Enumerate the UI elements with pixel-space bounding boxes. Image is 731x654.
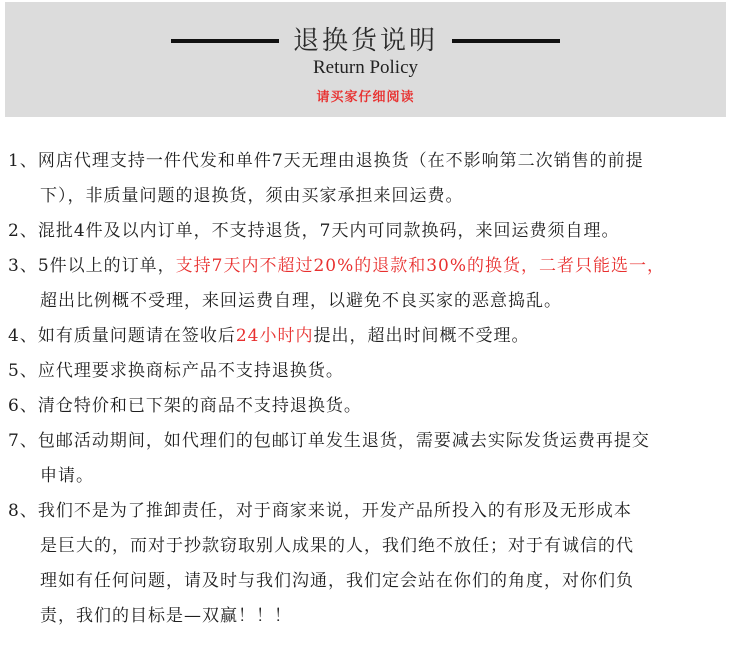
policy-text-continued: 理如有任何问题，请及时与我们沟通，我们定会站在你们的角度，对你们负 <box>40 571 634 591</box>
left-divider-line <box>171 39 279 43</box>
policy-text: 7、包邮活动期间，如代理们的包邮订单发生退货，需要减去实际发货运费再提交 <box>8 431 650 451</box>
policy-highlight: 24小时内 <box>235 326 314 346</box>
right-divider-line <box>452 39 560 43</box>
policy-item-7 <box>8 424 726 494</box>
return-policy-header <box>5 2 726 117</box>
policy-text-suffix: 提出，超出时间概不受理。 <box>313 326 530 346</box>
page-title-english: Return Policy <box>312 57 419 78</box>
policy-item-1 <box>8 144 726 214</box>
policy-item-4 <box>8 319 726 354</box>
policy-item-6 <box>8 389 726 424</box>
policy-text: 8、我们不是为了推卸责任，对于商家来说，开发产品所投入的有形及无形成本 <box>8 501 632 521</box>
read-carefully-notice: 请买家仔细阅读 <box>316 90 415 105</box>
policy-text-continued: 超出比例概不受理，来回运费自理，以避免不良买家的恶意捣乱。 <box>40 291 562 311</box>
policy-text-continued: 责，我们的目标是—双赢！！！ <box>40 606 292 626</box>
policy-item-3 <box>8 249 726 319</box>
policy-text: 5、应代理要求换商标产品不支持退换货。 <box>8 361 344 381</box>
policy-item-2 <box>8 214 726 249</box>
policy-highlight: 支持7天内不超过20%的退款和30%的换货，二者只能选一， <box>175 256 666 276</box>
policy-item-8 <box>8 494 726 634</box>
policy-list <box>8 144 726 634</box>
title-row <box>5 26 726 56</box>
policy-text: 6、清仓特价和已下架的商品不支持退换货。 <box>8 396 362 416</box>
policy-text-continued: 下），非质量问题的退换货，须由买家承担来回运费。 <box>40 186 464 206</box>
policy-text-continued: 申请。 <box>40 466 94 486</box>
page-title: 退换货说明 <box>292 26 438 56</box>
policy-text: 4、如有质量问题请在签收后 <box>8 326 236 346</box>
policy-text: 2、混批4件及以内订单，不支持退货，7天内可同款换码，来回运费须自理。 <box>8 221 620 241</box>
policy-text-continued: 是巨大的，而对于抄款窃取别人成果的人，我们绝不放任；对于有诚信的代 <box>40 536 634 556</box>
policy-text: 1、网店代理支持一件代发和单件7天无理由退换货（在不影响第二次销售的前提 <box>8 151 644 171</box>
policy-item-5 <box>8 354 726 389</box>
policy-text: 3、5件以上的订单， <box>8 256 176 276</box>
